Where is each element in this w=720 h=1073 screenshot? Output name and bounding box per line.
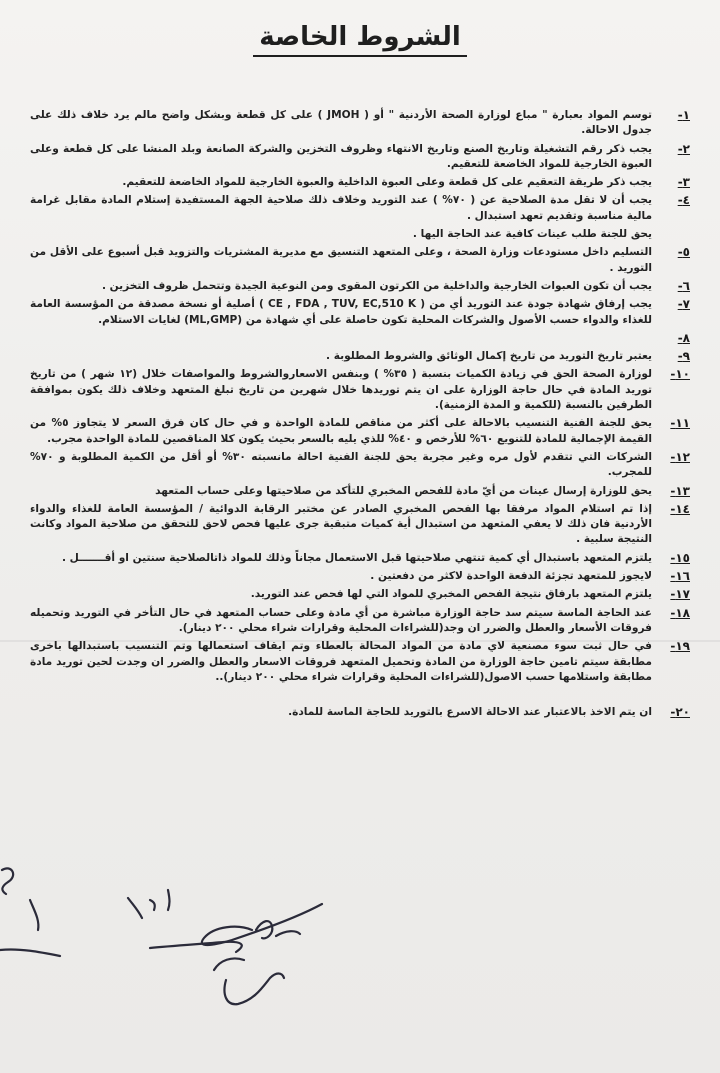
clause-text: عند الحاجة الماسة سيتم سد حاجة الوزارة مباشرة من أي مادة وعلى حساب المتعهد في حال التأخر في التوريد وتحميله فروقات الأسعار والعطل والضرر ان وجد(للشراءات المحلية وقرارات شراء محلي ٢٠٠ دينار).	[30, 606, 652, 634]
clause-text: توسم المواد بعبارة " مباع لوزارة الصحة الأردنية " أو ( JMOH ) على كل قطعة وبشكل واضح مالم يرد خلاف ذلك على جدول الاحالة.	[30, 109, 653, 137]
clause-number: ٦-	[677, 278, 690, 293]
clause-text: يلتزم المتعهد بارفاق نتيجة الفحص المخبري للمواد التي لها فحص عند التوريد.	[250, 588, 652, 601]
clause-text: لايجوز للمتعهد تجزئة الدفعة الواحدة لاكثر من دفعتين .	[370, 570, 652, 583]
clause-text: يجب ذكر رقم التشغيلة وتاريخ الصنع وتاريخ الانتهاء وظروف التخزين والشركة الصانعة وبلد المنشا على كل قطعة وعلى العبوة الخارجية للمواد الخاضعة للتعقيم.	[30, 142, 652, 170]
signature-drawing	[0, 860, 720, 1060]
clause-item	[30, 639, 690, 685]
clause-item	[30, 484, 690, 499]
clause-number: ٣-	[677, 175, 690, 190]
clause-text: ان يتم الاخذ بالاعتبار عند الاحالة الاسرع بالتوريد للحاجة الماسة للمادة.	[288, 706, 652, 719]
clause-number: ١-	[677, 108, 690, 122]
clause-item	[30, 108, 690, 139]
clause-text: في حال ثبت سوء مصنعية لاي مادة من المواد المحالة بالعطاء وتم ايقاف استعمالها وتم التنسيب باستبدالها باخرى مطابقة سيتم تامين حاجة الوزارة من المادة وتحميل المتعهد فروقات الاسعار والعطل والضرر ان وجدت لحين توريد مادة مطابقة واستلامها حسب الاصول(للشراءات المحلية وقرارات شراء محلي ٢٠٠ دينار)..	[30, 640, 652, 683]
clause-text: التسليم داخل مستودعات وزارة الصحة ، وعلى المتعهد التنسيق مع مديرية المشتريات والتزويد قبل أسبوع على الأقل من التوريد .	[30, 246, 652, 274]
clause-item	[30, 502, 690, 548]
clause-number: ١٠-	[670, 367, 690, 382]
clause-number: ١٦-	[670, 569, 690, 584]
clause-text: الشركات التي تتقدم لأول مره وغير مجربة يحق للجنة الفنية احالة مانسبته ٣٠% أو أقل من الكمية المطلوبة و ٧٠% للمجرب.	[30, 450, 652, 479]
signature-stroke	[128, 898, 142, 918]
clauses-list	[30, 108, 690, 723]
signature-stroke	[2, 868, 13, 894]
clause-item	[30, 606, 690, 637]
clause-item	[30, 227, 690, 242]
clause-number: ٧-	[677, 297, 690, 312]
clause-item	[30, 331, 690, 346]
signature-stroke	[150, 942, 242, 952]
clause-item	[30, 349, 690, 364]
clause-number: ١٩-	[670, 639, 690, 654]
clause-item	[30, 193, 690, 224]
signature-stroke	[276, 931, 300, 936]
clause-number: ٢-	[677, 141, 690, 156]
document-title-wrapper	[0, 22, 720, 52]
document-title: الشروط الخاصة	[253, 22, 467, 57]
clause-number: ٢٠-	[670, 705, 690, 720]
clause-text: يجب أن تكون العبوات الخارجية والداخلية من الكرتون المقوى ومن النوعية الجيدة وتتحمل ظروف التخزين .	[101, 279, 652, 292]
clause-text: يجب أن لا تقل مدة الصلاحية عن ( ٧٠% ) عند التوريد وخلاف ذلك صلاحية الجهة المستفيدة إستلام المادة مقابل غرامة مالية مناسبة وتقديم تعهد استبدال .	[30, 194, 652, 222]
clause-number: ٤-	[677, 193, 690, 208]
signature-stroke	[150, 900, 155, 910]
clause-number: ٨-	[677, 330, 690, 345]
clause-item	[30, 279, 690, 294]
clause-text: يجب إرفاق شهادة جودة عند التوريد أي من ( CE , FDA , TUV, EC,510 K ) أصلية أو نسخة مصدقة من المؤسسة العامة للغذاء والدواء حسب الأصول والشركات المحلية تكون حاصلة على أي شهادة من (ML,GMP) لغايات الاستلام.	[30, 298, 652, 326]
clause-text: لوزارة الصحة الحق في زيادة الكميات بنسبة ( ٣٥% ) وبنفس الاسعاروالشروط والمواصفات خلال (١٢ شهر ) من تاريخ توريد المادة في حال حاجة الوزارة على ان يتم توريدها خلال شهرين من تاريخ تبلغ المتعهد وخلاف ذلك يكون بموافقة الطرفين بالنسبة (للكمية و المدة الزمنية).	[30, 368, 653, 412]
clause-item	[30, 416, 690, 447]
clause-number: ١٤-	[670, 501, 690, 516]
signature-stroke	[0, 949, 60, 956]
clause-text: يجب ذكر طريقة التعقيم على كل قطعة وعلى العبوة الداخلية والعبوة الخارجية للمواد الخاضعة للتعقيم.	[122, 176, 652, 189]
signature-stroke	[225, 974, 285, 1005]
clause-item	[30, 705, 690, 720]
clause-item	[30, 142, 690, 173]
signature-stroke	[168, 890, 170, 910]
clause-number: ١٥-	[670, 550, 690, 565]
clause-item	[30, 587, 690, 602]
clause-item	[30, 297, 690, 328]
signature-stroke	[30, 900, 38, 930]
clause-text: يلتزم المتعهد باستبدال أي كمية تنتهي صلاحيتها قبل الاستعمال مجاناً وذلك للمواد ذاتالصلاحية سنتين او أقـــــــل .	[61, 551, 652, 564]
clause-text: يحق للجنة طلب عينات كافية عند الحاجة اليها .	[412, 228, 652, 241]
clause-number: ١١-	[670, 416, 690, 431]
clause-item	[30, 569, 690, 584]
clause-number: ١٧-	[670, 587, 690, 602]
clause-number: ١٨-	[670, 605, 690, 620]
clause-item	[30, 450, 690, 481]
clause-text: يحق للوزارة إرسال عينات من أيّ مادة للفحص المخبري للتأكد من صلاحيتها وعلى حساب المتعهد	[155, 484, 652, 497]
clause-number: ١٢-	[670, 449, 690, 464]
signature-stroke	[214, 958, 244, 970]
clause-item	[30, 367, 690, 413]
clause-text: يعتبر تاريخ التوريد من تاريخ إكمال الوثائق والشروط المطلوبة .	[326, 350, 652, 363]
clause-number: ٩-	[677, 349, 690, 364]
clause-item	[30, 175, 690, 190]
clause-text: إذا تم استلام المواد مرفقا بها الفحص المخبري الصادر عن مختبر الرقابة الدوائية / المؤسسة العامة للغذاء والدواء الأردنية فان ذلك لا يعفي المتعهد من استبدال أية كميات متبقية جرى عليها فحص لاحق للتحقق من صلاحية المواد وكانت النتيجة سلبية .	[30, 502, 652, 546]
handwritten-signatures	[0, 860, 720, 1060]
clause-number: ٥-	[677, 245, 690, 260]
clause-text: يحق للجنة الفنية التنسيب بالاحالة على أكثر من مناقص للمادة الواحدة و في حال كان فرق السعر لا يتجاوز ٥% من القيمة الإجمالية للمادة للتنويع ٦٠% للأرخص و ٤٠% للذي يليه بالسعر بحيث يكون كلا المناقصين للمادة الواحدة مجرب.	[30, 417, 652, 445]
clause-item	[30, 245, 690, 276]
clause-number: ١٣-	[670, 483, 690, 498]
clause-item	[30, 551, 690, 566]
